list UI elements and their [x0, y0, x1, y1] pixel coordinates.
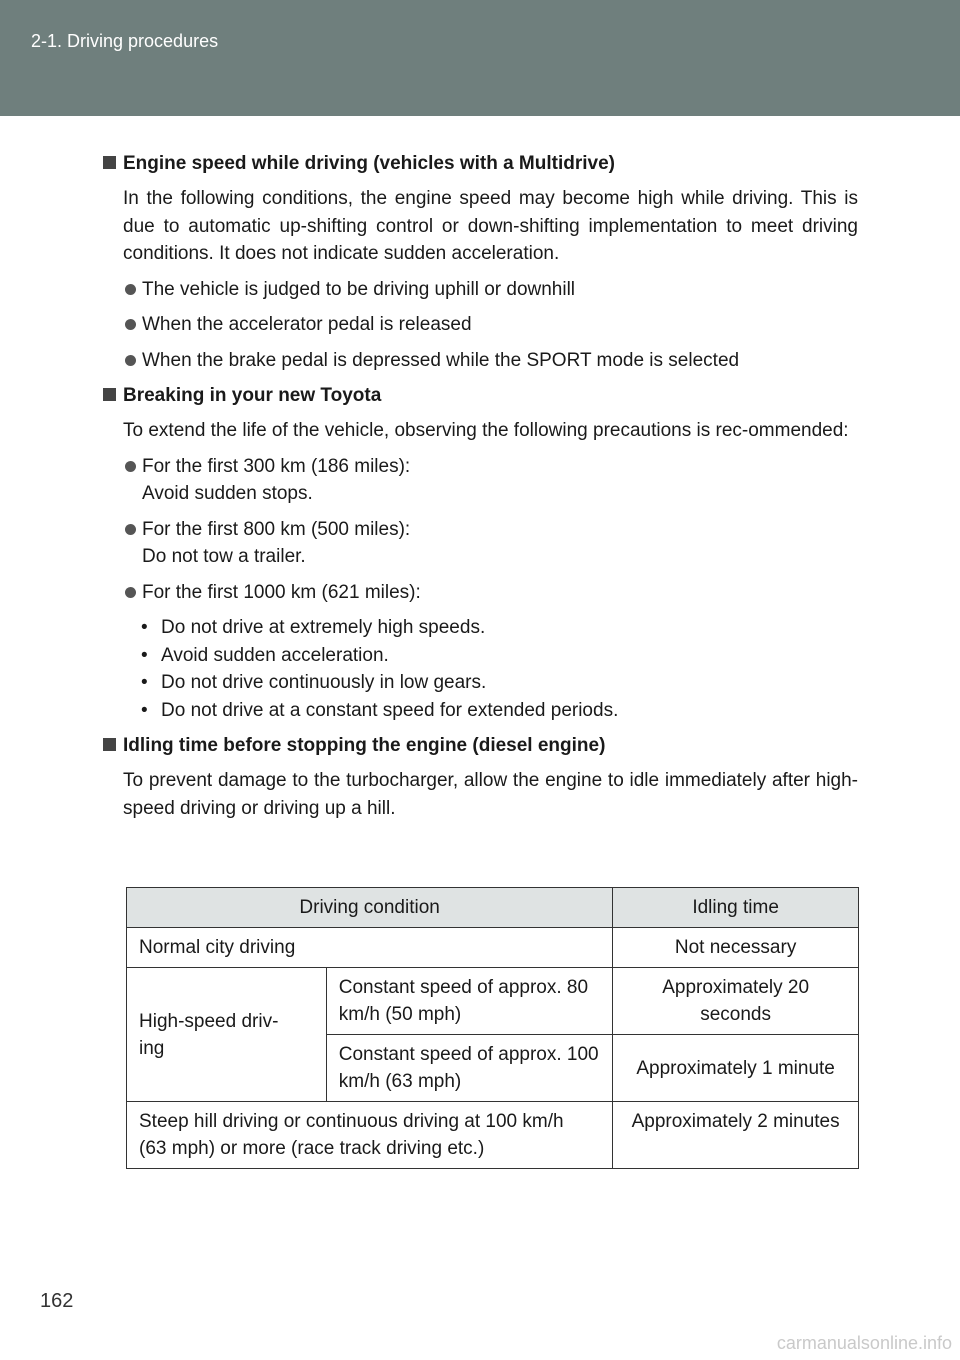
table-row	[127, 1102, 859, 1169]
sub-list-item-text: Do not drive at a constant speed for extended periods.	[161, 699, 619, 721]
table-cell: Constant speed of approx. 80 km/h (50 mph)	[326, 968, 613, 1035]
round-bullet-icon	[125, 524, 136, 535]
list-item-text: When the accelerator pedal is released	[142, 314, 472, 335]
table-row	[127, 928, 859, 968]
round-bullet-icon	[125, 319, 136, 330]
paragraph: In the following conditions, the engine speed may become high while driving. This is due to automatic up-shifting control or down-shifting implementation to meet driving conditions. It does not indicate sudden acceleration.	[123, 188, 858, 264]
table-cell: Approximately 20 seconds	[613, 968, 859, 1035]
list-item-text: The vehicle is judged to be driving uphill or downhill	[142, 278, 576, 300]
list-item-text: For the first 800 km (500 miles):	[142, 518, 411, 540]
table-header-cell: Idling time	[613, 888, 859, 928]
sub-list-item-text: Do not drive at extremely high speeds.	[161, 617, 486, 638]
table-header-cell: Driving condition	[127, 888, 613, 928]
square-bullet-icon	[103, 156, 116, 169]
sub-list-item: • Avoid sudden acceleration.	[141, 642, 858, 670]
list-item	[123, 276, 858, 304]
sub-list-item: • Do not drive at a constant speed for extended periods.	[141, 697, 858, 725]
idling-time-table	[126, 887, 859, 1169]
table-cell: Steep hill driving or continuous driving at 100 km/h (63 mph) or more (race track driving etc.)	[127, 1102, 613, 1169]
page-number: 162	[40, 1290, 74, 1312]
sub-list-item: • Do not drive at extremely high speeds.	[141, 614, 858, 642]
table-cell: Approximately 1 minute	[613, 1035, 859, 1102]
list-item	[123, 516, 858, 571]
paragraph: To prevent damage to the turbocharger, allow the engine to idle immediately after high-speed driving or driving up a hill.	[123, 770, 858, 819]
section-title-text: Idling time before stopping the engine (diesel engine)	[123, 735, 606, 756]
section-title-breaking-in	[103, 382, 858, 409]
table-cell: Approximately 2 minutes	[613, 1102, 859, 1169]
sub-list-item: • Do not drive continuously in low gears.	[141, 669, 858, 697]
section-title-text: Engine speed while driving (vehicles with a Multidrive)	[123, 153, 615, 174]
section-title-text: Breaking in your new Toyota	[123, 385, 382, 406]
list-item	[123, 453, 858, 508]
paragraph: To extend the life of the vehicle, observing the following precautions is rec-ommended:	[123, 420, 849, 441]
table-cell: Not necessary	[613, 928, 859, 968]
table-header-row	[127, 888, 859, 928]
square-bullet-icon	[103, 388, 116, 401]
page-header	[0, 0, 960, 116]
list-item-text: For the first 1000 km (621 miles):	[142, 581, 421, 603]
round-bullet-icon	[125, 355, 136, 366]
list-item	[123, 579, 858, 607]
section-title-idling-time	[103, 732, 858, 759]
list-item-subtext: Avoid sudden stops.	[142, 483, 313, 504]
table-cell: Constant speed of approx. 100 km/h (63 mph)	[326, 1035, 613, 1102]
list-item	[123, 311, 858, 339]
sub-list-item-text: Do not drive continuously in low gears.	[161, 672, 487, 693]
section-title-engine-speed	[103, 150, 858, 177]
square-bullet-icon	[103, 738, 116, 751]
page-content	[103, 150, 858, 830]
table-cell: High-speed driv-ing	[127, 968, 327, 1102]
table-row	[127, 968, 859, 1035]
table-cell: Normal city driving	[127, 928, 613, 968]
round-bullet-icon	[125, 587, 136, 598]
sub-list-item-text: Avoid sudden acceleration.	[161, 644, 389, 666]
round-bullet-icon	[125, 284, 136, 295]
list-item-text: For the first 300 km (186 miles):	[142, 455, 411, 477]
section-heading: 2-1. Driving procedures	[31, 31, 219, 51]
list-item	[123, 347, 858, 375]
list-item-text: When the brake pedal is depressed while the SPORT mode is selected	[142, 349, 740, 371]
round-bullet-icon	[125, 461, 136, 472]
list-item-subtext: Do not tow a trailer.	[142, 546, 306, 567]
sub-list	[141, 614, 858, 724]
watermark: carmanualsonline.info	[776, 1333, 952, 1353]
